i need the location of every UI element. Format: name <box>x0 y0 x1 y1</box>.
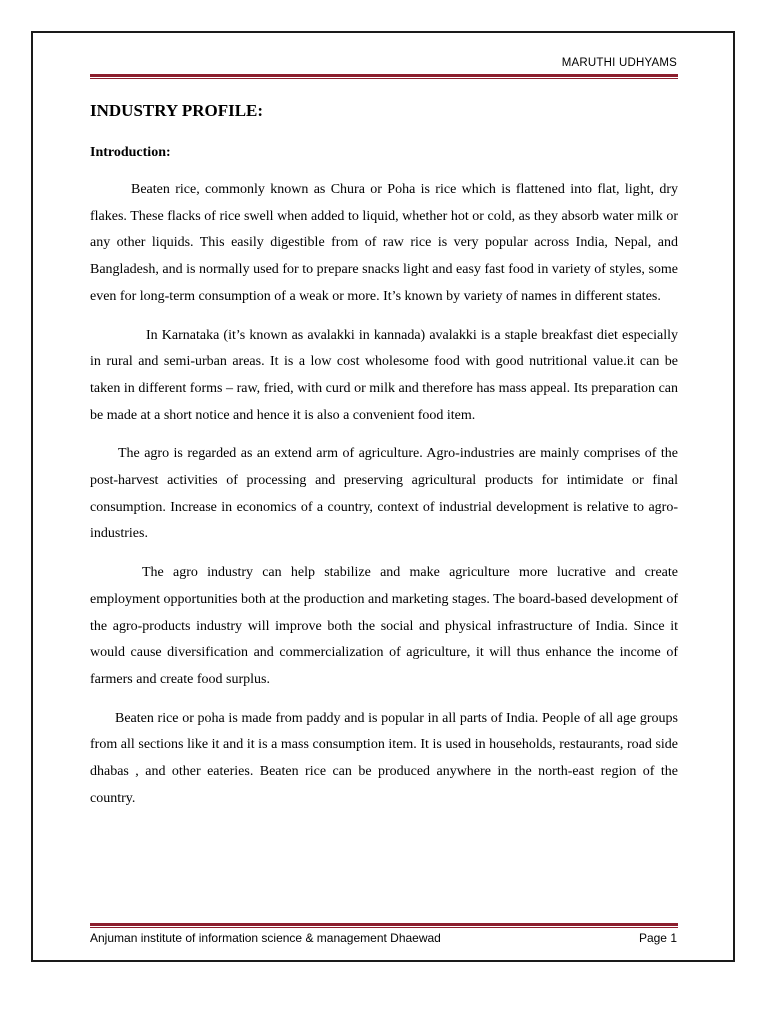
paragraph-beaten-rice-intro: Beaten rice, commonly known as Chura or Poha is rice which is flattened into flat, light, dry flakes. These flacks of rice swell when added to liquid, whether hot or cold, as they absorb water milk or any other liquids. This easily digestible from of raw rice is very popular across India, Nepal, and Bangladesh, and is normally used for to prepare snacks light and easy fast food in variety of styles, some even for long-term consumption of a weak or more. It’s known by variety of names in different states. <box>90 182 678 304</box>
document-body <box>90 96 678 812</box>
footer-rule <box>90 923 678 928</box>
header-rule <box>90 74 678 79</box>
header-company-name: MARUTHI UDHYAMS <box>561 57 677 69</box>
section-title: INDUSTRY PROFILE: <box>90 101 264 120</box>
paragraph-agro-arm: The agro is regarded as an extend arm of agriculture. Agro-industries are mainly comprises of the post-harvest activities of processing and preserving agricultural products for intimidate or final consumption. Increase in economics of a country, context of industrial development is relative to agro-industries. <box>90 446 678 542</box>
section-subtitle: Introduction: <box>90 145 171 160</box>
footer-institute-name: Anjuman institute of information science & management Dhaewad <box>90 931 441 945</box>
paragraph-karnataka: In Karnataka (it’s known as avalakki in kannada) avalakki is a staple breakfast diet especially in rural and semi-urban areas. It is a low cost wholesome food with good nutritional value.it can be taken in different forms – raw, fried, with curd or milk and therefore has mass appeal. Its preparation can be made at a short notice and hence it is also a convenient food item. <box>90 327 678 423</box>
footer-page-number: Page 1 <box>638 931 677 945</box>
paragraph-poha-consumption: Beaten rice or poha is made from paddy and is popular in all parts of India. People of all age groups from all sections like it and it is a mass consumption item. It is used in households, restaurants, road side dhabas , and other eateries. Beaten rice can be produced anywhere in the north-east region of the country. <box>90 710 678 806</box>
paragraph-agro-industry: The agro industry can help stabilize and make agriculture more lucrative and create employment opportunities both at the production and marketing stages. The board-based development of the agro-products industry will improve both the social and physical infrastructure of India. Since it would cause diversification and commercialization of agriculture, it will thus enhance the income of farmers and create food surplus. <box>90 565 678 687</box>
